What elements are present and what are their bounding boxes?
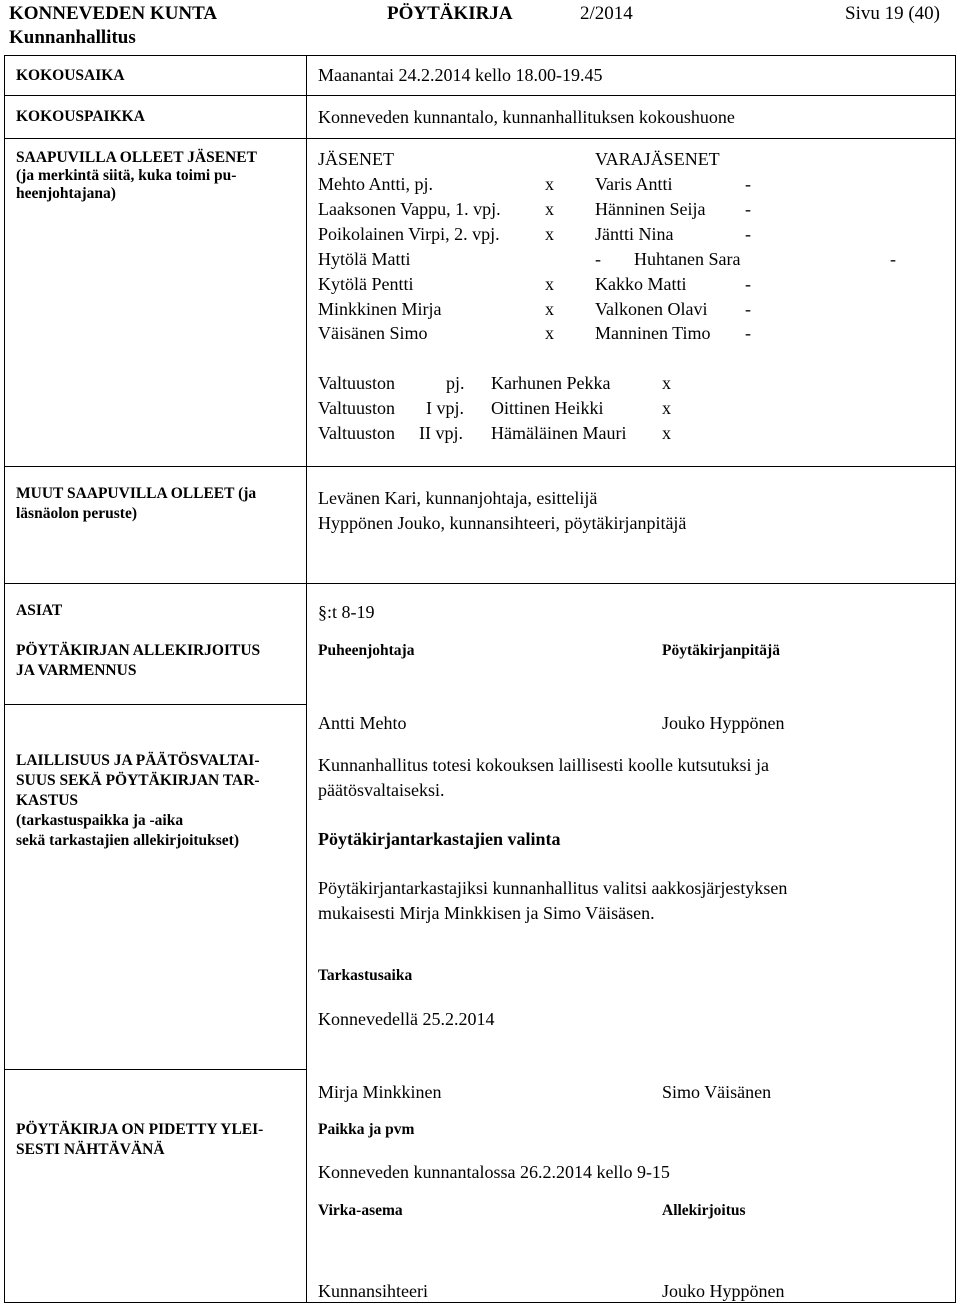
council-name: Karhunen Pekka [491, 373, 611, 393]
member-mark: x [545, 323, 554, 343]
member-mark: x [545, 299, 554, 319]
legality-label: SUUS SEKÄ PÖYTÄKIRJAN TAR- [16, 772, 260, 789]
deputy-name: Varis Antti [595, 174, 673, 194]
row-divider [4, 1069, 306, 1070]
page-number: Sivu 19 (40) [845, 3, 940, 24]
council-role: II vpj. [419, 423, 463, 443]
deputy-name: Huhtanen Sara [634, 249, 741, 269]
council-role: I vpj. [426, 398, 464, 418]
deputy-name: Kakko Matti [595, 274, 687, 294]
signature-label: Allekirjoitus [662, 1202, 746, 1219]
document-number: 2/2014 [580, 3, 633, 24]
council-title: Valtuuston [318, 398, 396, 418]
meeting-place-value: Konneveden kunnantalo, kunnanhallituksen kokoushuone [318, 107, 735, 127]
member-mark: x [545, 224, 554, 244]
column-divider [306, 55, 307, 1303]
place-date-label: Paikka ja pvm [318, 1121, 415, 1138]
left-border [4, 55, 5, 1303]
others-label: läsnäolon peruste) [16, 505, 137, 522]
member-name: Poikolainen Virpi, 2. vpj. [318, 224, 500, 244]
governing-body: Kunnanhallitus [9, 27, 136, 48]
council-title: Valtuuston [318, 373, 396, 393]
row-divider [4, 466, 956, 467]
inspector-name: Mirja Minkkinen [318, 1082, 442, 1102]
signature-label: JA VARMENNUS [16, 662, 137, 679]
legality-label: (tarkastuspaikka ja -aika [16, 812, 184, 829]
attendance-label: heenjohtajana) [16, 185, 116, 202]
signature-value: Jouko Hyppönen [662, 1281, 785, 1301]
members-header: JÄSENET [318, 149, 394, 169]
secretary-name: Jouko Hyppönen [662, 713, 785, 733]
inspectors-text: Pöytäkirjantarkastajiksi kunnanhallitus valitsi aakkosjärjestyksen [318, 878, 788, 898]
row-divider [4, 704, 306, 705]
check-place-date: Konnevedellä 25.2.2014 [318, 1009, 495, 1029]
member-mark: - [595, 249, 601, 269]
right-border [955, 55, 956, 1303]
meeting-time-value: Maanantai 24.2.2014 kello 18.00-19.45 [318, 65, 603, 85]
council-name: Oittinen Heikki [491, 398, 604, 418]
deputy-mark: - [745, 299, 751, 319]
inspectors-heading: Pöytäkirjantarkastajien valinta [318, 829, 561, 849]
office-label: Virka-asema [318, 1202, 403, 1219]
other-attendee: Hyppönen Jouko, kunnansihteeri, pöytäkirjanpitäjä [318, 513, 687, 533]
items-value: §:t 8-19 [318, 602, 375, 622]
secretary-label: Pöytäkirjanpitäjä [662, 642, 780, 659]
member-name: Laaksonen Vappu, 1. vpj. [318, 199, 501, 219]
member-mark: x [545, 174, 554, 194]
council-mark: x [662, 373, 671, 393]
check-time-label: Tarkastusaika [318, 967, 413, 984]
council-role: pj. [446, 373, 465, 393]
chair-name: Antti Mehto [318, 713, 407, 733]
council-title: Valtuuston [318, 423, 396, 443]
deputy-mark: - [745, 174, 751, 194]
member-name: Hytölä Matti [318, 249, 411, 269]
legality-text: päätösvaltaiseksi. [318, 780, 445, 800]
office-value: Kunnansihteeri [318, 1281, 428, 1301]
council-mark: x [662, 423, 671, 443]
row-divider [4, 95, 956, 96]
deputies-header: VARAJÄSENET [595, 149, 720, 169]
signature-label: PÖYTÄKIRJAN ALLEKIRJOITUS [16, 642, 261, 659]
row-divider [4, 138, 956, 139]
member-name: Mehto Antti, pj. [318, 174, 434, 194]
deputy-name: Manninen Timo [595, 323, 711, 343]
inspector-name: Simo Väisänen [662, 1082, 772, 1102]
public-label: SESTI NÄHTÄVÄNÄ [16, 1141, 165, 1158]
member-name: Minkkinen Mirja [318, 299, 442, 319]
legality-label: KASTUS [16, 792, 79, 809]
attendance-label: (ja merkintä siitä, kuka toimi pu- [16, 167, 237, 184]
public-label: PÖYTÄKIRJA ON PIDETTY YLEI- [16, 1121, 264, 1138]
deputy-mark: - [890, 249, 896, 269]
legality-label: LAILLISUUS JA PÄÄTÖSVALTAI- [16, 752, 260, 769]
deputy-name: Valkonen Olavi [595, 299, 708, 319]
deputy-name: Jäntti Nina [595, 224, 674, 244]
place-date-value: Konneveden kunnantalossa 26.2.2014 kello 9-15 [318, 1162, 670, 1182]
municipality-name: KONNEVEDEN KUNTA [9, 3, 218, 24]
bottom-border [4, 1302, 956, 1303]
row-divider [4, 583, 956, 584]
deputy-mark: - [745, 224, 751, 244]
meeting-time-label: KOKOUSAIKA [16, 67, 125, 84]
member-mark: x [545, 199, 554, 219]
deputy-mark: - [745, 323, 751, 343]
document-type: PÖYTÄKIRJA [387, 3, 513, 24]
council-mark: x [662, 398, 671, 418]
member-name: Väisänen Simo [318, 323, 428, 343]
legality-text: Kunnanhallitus totesi kokouksen laillisesti koolle kutsutuksi ja [318, 755, 769, 775]
meeting-place-label: KOKOUSPAIKKA [16, 108, 145, 125]
others-label: MUUT SAAPUVILLA OLLEET (ja [16, 485, 257, 502]
deputy-mark: - [745, 199, 751, 219]
council-name: Hämäläinen Mauri [491, 423, 627, 443]
deputy-mark: - [745, 274, 751, 294]
chair-label: Puheenjohtaja [318, 642, 415, 659]
other-attendee: Levänen Kari, kunnanjohtaja, esittelijä [318, 488, 598, 508]
legality-label: sekä tarkastajien allekirjoitukset) [16, 832, 240, 849]
items-label: ASIAT [16, 602, 63, 619]
member-name: Kytölä Pentti [318, 274, 414, 294]
member-mark: x [545, 274, 554, 294]
row-divider [4, 55, 956, 56]
attendance-label: SAAPUVILLA OLLEET JÄSENET [16, 149, 257, 166]
inspectors-text: mukaisesti Mirja Minkkisen ja Simo Väisäsen. [318, 903, 655, 923]
deputy-name: Hänninen Seija [595, 199, 706, 219]
